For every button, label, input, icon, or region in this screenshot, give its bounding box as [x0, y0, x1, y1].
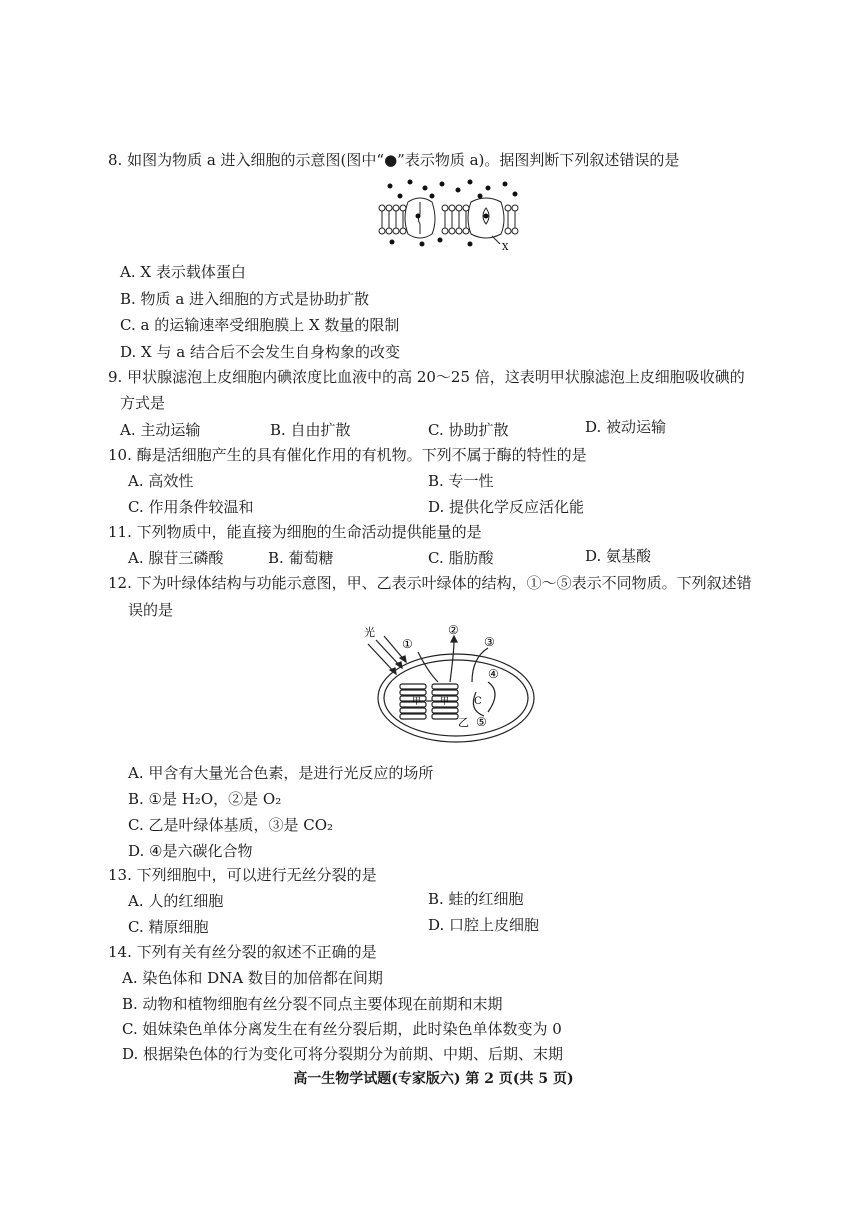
q9-stem-line1: 9. 甲状腺滤泡上皮细胞内碘浓度比血液中的高 20～25 倍，这表明甲状腺滤泡上皮细胞吸收碘的 [108, 368, 745, 386]
q8-option-c: C. a 的运输速率受细胞膜上 X 数量的限制 [120, 316, 400, 334]
fig-label-x: X [502, 243, 509, 252]
q11-stem: 11. 下列物质中，能直接为细胞的生命活动提供能量的是 [108, 523, 482, 541]
q9-option-b: B. 自由扩散 [270, 421, 351, 439]
q10-option-d: D. 提供化学反应活化能 [428, 498, 585, 516]
q13-option-d: D. 口腔上皮细胞 [428, 916, 540, 934]
fig-label-c: C [474, 696, 482, 707]
q13-option-b: B. 蛙的红细胞 [428, 890, 524, 908]
q14-option-a: A. 染色体和 DNA 数目的加倍都在间期 [122, 969, 383, 987]
q11-option-b: B. 葡萄糖 [268, 549, 334, 567]
q9-option-c: C. 协助扩散 [428, 421, 509, 439]
q14-option-b: B. 动物和植物细胞有丝分裂不同点主要体现在前期和末期 [122, 995, 503, 1013]
q8-stem: 8. 如图为物质 a 进入细胞的示意图(图中“●”表示物质 a)。据图判断下列叙述错误的是 [108, 151, 680, 169]
q8-option-b: B. 物质 a 进入细胞的方式是协助扩散 [120, 290, 370, 308]
q13-option-a: A. 人的红细胞 [128, 892, 224, 910]
chloroplast-figure [360, 622, 540, 746]
q13-stem: 13. 下列细胞中，可以进行无丝分裂的是 [108, 866, 377, 884]
q12-option-c: C. 乙是叶绿体基质，③是 CO₂ [128, 816, 334, 834]
fig-label-yi: 乙 [458, 716, 469, 729]
q11-option-c: C. 脂肪酸 [428, 549, 494, 567]
fig-label-4: ④ [488, 667, 499, 681]
q14-stem: 14. 下列有关有丝分裂的叙述不正确的是 [108, 943, 377, 961]
page-footer: 高一生物学试题(专家版六) 第 2 页(共 5 页) [293, 1071, 574, 1087]
q14-option-d: D. 根据染色体的行为变化可将分裂期分为前期、中期、后期、末期 [122, 1045, 564, 1063]
fig-label-light: 光 [364, 626, 375, 639]
q14-option-c: C. 姐妹染色单体分离发生在有丝分裂后期，此时染色单体数变为 0 [122, 1020, 562, 1038]
q11-option-d: D. 氨基酸 [585, 547, 652, 565]
q8-option-a: A. X 表示载体蛋白 [120, 263, 246, 281]
q12-option-b: B. ①是 H₂O，②是 O₂ [128, 790, 282, 808]
q12-stem-line2: 误的是 [128, 601, 174, 619]
q10-option-a: A. 高效性 [128, 472, 194, 490]
q9-option-a: A. 主动运输 [120, 421, 201, 439]
q12-option-d: D. ④是六碳化合物 [128, 842, 253, 860]
fig-label-5: ⑤ [476, 715, 487, 729]
q8-option-d: D. X 与 a 结合后不会发生自身构象的改变 [120, 343, 400, 361]
fig-label-3: ③ [484, 635, 495, 649]
q9-option-d: D. 被动运输 [585, 418, 667, 436]
q10-stem: 10. 酶是活细胞产生的具有催化作用的有机物。下列不属于酶的特性的是 [108, 446, 587, 464]
fig-label-jia-1: 甲 [412, 697, 422, 707]
membrane-transport-figure [370, 178, 520, 252]
q12-stem-line1: 12. 下为叶绿体结构与功能示意图，甲、乙表示叶绿体的结构，①～⑤表示不同物质。下列叙述错 [108, 574, 752, 592]
fig-label-jia-2: 甲 [440, 697, 450, 707]
q12-option-a: A. 甲含有大量光合色素，是进行光反应的场所 [128, 764, 434, 782]
q10-option-b: B. 专一性 [428, 472, 494, 490]
fig-label-2: ② [448, 623, 459, 637]
q13-option-c: C. 精原细胞 [128, 918, 209, 936]
q9-stem-line2: 方式是 [120, 394, 166, 412]
q11-option-a: A. 腺苷三磷酸 [128, 549, 224, 567]
fig-label-1: ① [402, 637, 413, 651]
q10-option-c: C. 作用条件较温和 [128, 498, 254, 516]
